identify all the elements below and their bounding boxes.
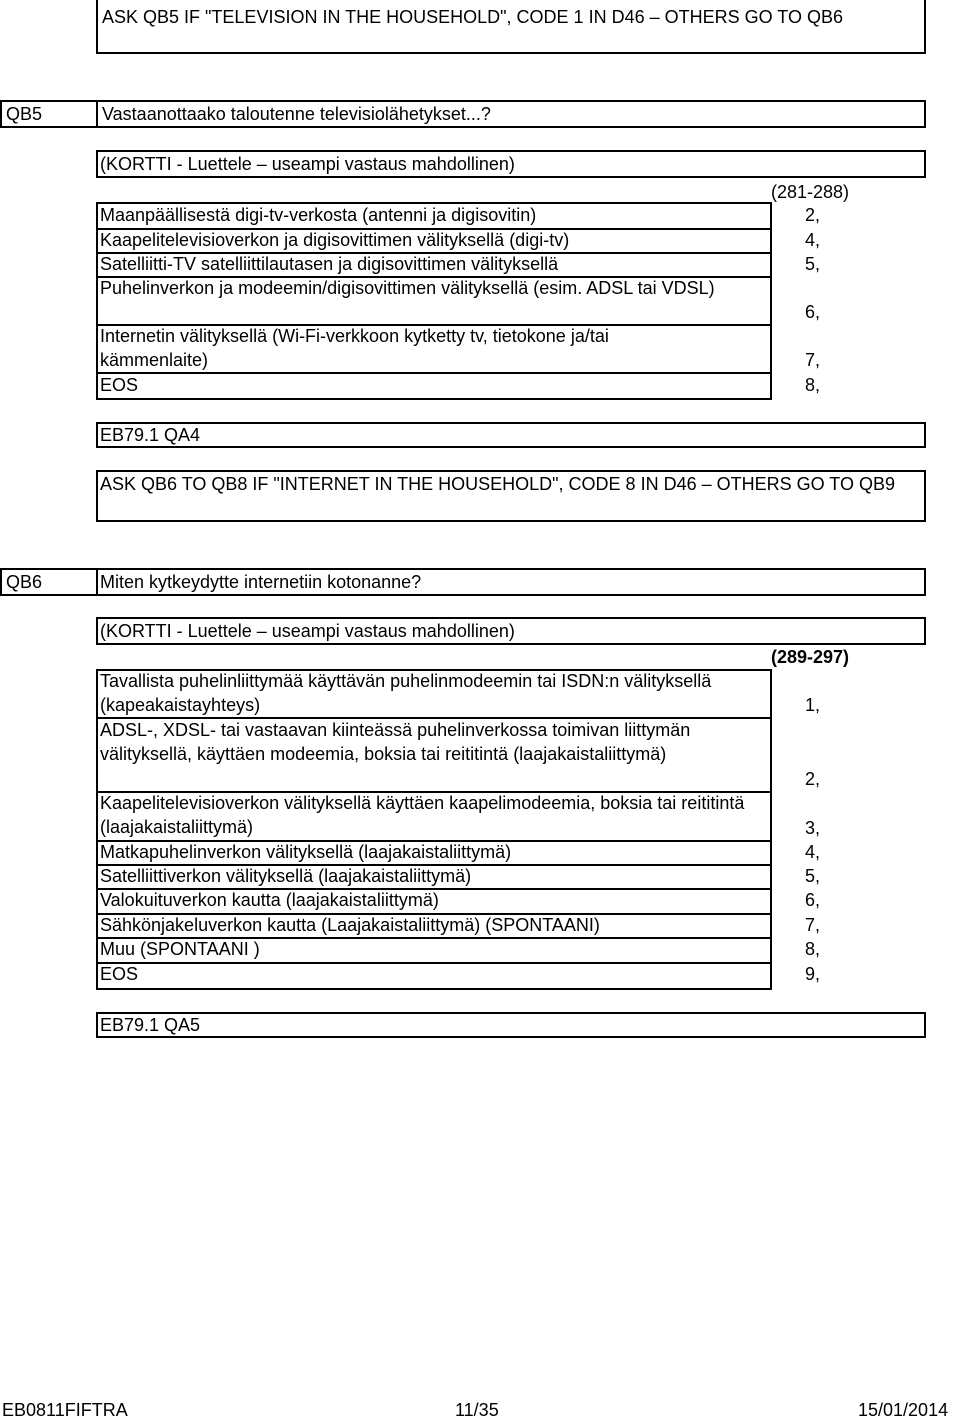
qb5-card-note: (KORTTI - Luettele – useampi vastaus mahdollinen)	[100, 154, 515, 174]
qb5-option-code: 7,	[804, 350, 820, 370]
qb6-option-label: Sähkönjakeluverkon kautta (Laajakaistaliittymä) (SPONTAANI)	[100, 915, 600, 935]
qb6-option-label: Satelliittiverkon välityksellä (laajakaistaliittymä)	[100, 866, 472, 886]
qb6-card-note: (KORTTI - Luettele – useampi vastaus mahdollinen)	[100, 621, 515, 641]
qb5-columns: (281-288)	[771, 182, 850, 202]
qb6-ref: EB79.1 QA5	[100, 1015, 201, 1035]
qb6-option-code: 2,	[804, 769, 820, 789]
qb6-option-label: Tavallista puhelinliittymää käyttävän puhelinmodeemin tai ISDN:n välityksellä (kapeakaistayhteys)	[100, 671, 712, 715]
qb5-instruction: ASK QB5 IF "TELEVISION IN THE HOUSEHOLD", CODE 1 IN D46 – OTHERS GO TO QB6	[102, 7, 843, 27]
qb6-instruction: ASK QB6 TO QB8 IF "INTERNET IN THE HOUSEHOLD", CODE 8 IN D46 – OTHERS GO TO QB9	[100, 474, 895, 494]
qb6-option-code: 1,	[804, 695, 820, 715]
footer-page: 11/35	[455, 1400, 499, 1420]
qb6-option-label: Matkapuhelinverkon välityksellä (laajakaistaliittymä)	[100, 842, 512, 862]
qb6-columns: (289-297)	[771, 647, 850, 667]
qb6-option-label: Muu (SPONTAANI )	[100, 939, 260, 959]
qb5-option-code: 4,	[804, 230, 820, 250]
qb6-id: QB6	[6, 572, 43, 592]
qb5-mid-border	[770, 202, 772, 398]
qb6-option-label: EOS	[100, 964, 139, 984]
qb5-ref-box	[96, 422, 926, 448]
qb6-row-line	[96, 988, 772, 990]
qb6-option-label: Kaapelitelevisioverkon välityksellä käyttäen kaapelimodeemia, boksia tai reititintä (laajakaistaliittymä)	[100, 793, 745, 837]
footer-doc-id: EB0811FIFTRA	[2, 1400, 128, 1420]
qb5-option-code: 2,	[804, 205, 820, 225]
qb5-option-label: Kaapelitelevisioverkon ja digisovittimen välityksellä (digi-tv)	[100, 230, 570, 250]
qb6-option-code: 4,	[804, 842, 820, 862]
footer-date: 15/01/2014	[858, 1400, 949, 1420]
qb6-option-code: 6,	[804, 890, 820, 910]
qb6-option-code: 7,	[804, 915, 820, 935]
qb5-option-code: 5,	[804, 254, 820, 274]
qb5-question: Vastaanottaako taloutenne televisiolähetykset...?	[102, 104, 491, 124]
qb6-ref-box	[96, 1012, 926, 1038]
qb5-id: QB5	[6, 104, 43, 124]
qb5-option-label: Maanpäällisestä digi-tv-verkosta (antenni ja digisovitin)	[100, 205, 537, 225]
qb5-left-border	[96, 202, 98, 398]
qb6-option-code: 9,	[804, 964, 820, 984]
qb5-option-code: 6,	[804, 302, 820, 322]
qb6-option-code: 8,	[804, 939, 820, 959]
qb6-question: Miten kytkeydytte internetiin kotonanne?	[100, 572, 422, 592]
qb5-option-label: Puhelinverkon ja modeemin/digisovittimen välityksellä (esim. ADSL tai VDSL)	[100, 278, 715, 298]
qb6-option-label: Valokuituverkon kautta (laajakaistaliittymä)	[100, 890, 439, 910]
qb5-option-code: 8,	[804, 375, 820, 395]
qb5-option-label: EOS	[100, 375, 139, 395]
qb5-ref: EB79.1 QA4	[100, 425, 201, 445]
qb6-option-code: 5,	[804, 866, 820, 886]
qb5-row-line	[96, 398, 772, 400]
qb5-option-label: Satelliitti-TV satelliittilautasen ja digisovittimen välityksellä	[100, 254, 559, 274]
qb6-option-code: 3,	[804, 818, 820, 838]
qb5-option-label: Internetin välityksellä (Wi-Fi-verkkoon kytketty tv, tietokone ja/tai kämmenlaite)	[100, 326, 609, 370]
qb6-option-label: ADSL-, XDSL- tai vastaavan kiinteässä puhelinverkossa toimivan liittymän välityksellä, käyttäen modeemia, boksia tai reititintä (laajakaistaliittymä)	[100, 720, 691, 764]
